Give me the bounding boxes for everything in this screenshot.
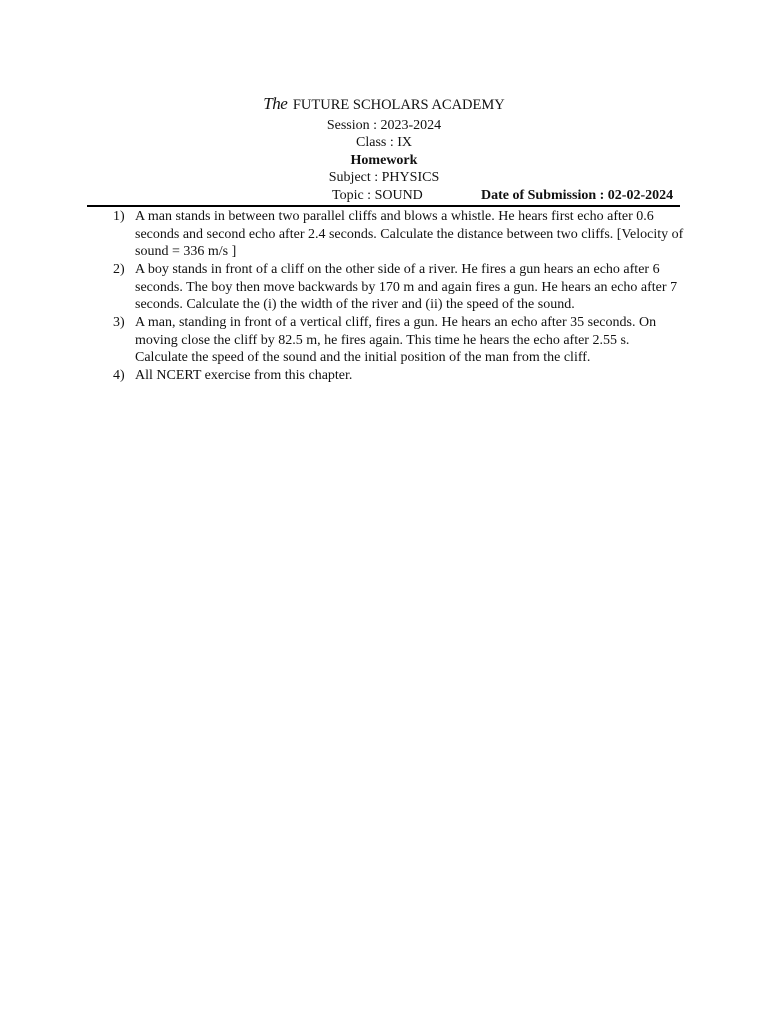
- question-number: 2): [113, 262, 125, 277]
- question-line: moving close the cliff by 82.5 m, he fires again. This time he hears the echo after 2.55 s.: [135, 332, 630, 348]
- question-item: [0, 261, 768, 314]
- question-line: seconds. The boy then move backwards by 170 m and again fires a gun. He hears an echo after 7: [135, 279, 678, 295]
- header-divider: [87, 205, 680, 207]
- question-line: Calculate the speed of the sound and the initial position of the man from the cliff.: [135, 350, 591, 365]
- question-number: 4): [113, 368, 125, 383]
- question-line: A boy stands in front of a cliff on the other side of a river. He fires a gun hears an echo after 6: [135, 262, 660, 277]
- school-name-line: [0, 95, 768, 114]
- question-line: seconds and second echo after 2.4 seconds. Calculate the distance between two cliffs. [Velocity of: [135, 226, 684, 242]
- question-list: [0, 208, 768, 385]
- question-item: [0, 208, 768, 261]
- question-number: 3): [113, 315, 125, 330]
- question-item: [0, 314, 768, 367]
- question-line: A man stands in between two parallel cliffs and blows a whistle. He hears first echo after 0.6: [135, 209, 654, 224]
- question-line: All NCERT exercise from this chapter.: [135, 368, 353, 383]
- session-label: Session : 2023-2024: [326, 118, 442, 133]
- topic-label: Topic : SOUND: [332, 188, 423, 203]
- question-text: [135, 367, 680, 385]
- subject-label: Subject : PHYSICS: [328, 170, 440, 185]
- question-number: 1): [113, 209, 125, 224]
- question-text: [135, 261, 680, 314]
- question-item: [0, 367, 768, 385]
- school-name: FUTURE SCHOLARS ACADEMY: [292, 97, 505, 113]
- class-label: Class : IX: [356, 135, 412, 150]
- document-type-heading: Homework: [350, 153, 418, 168]
- question-line: sound = 336 m/s ]: [135, 244, 237, 259]
- submission-date: Date of Submission : 02-02-2024: [481, 188, 674, 203]
- question-text: [135, 208, 684, 261]
- question-line: seconds. Calculate the (i) the width of the river and (ii) the speed of the sound.: [135, 297, 575, 312]
- school-prefix: The: [263, 94, 288, 113]
- question-line: A man, standing in front of a vertical cliff, fires a gun. He hears an echo after 35 seconds. On: [135, 315, 657, 330]
- question-text: [135, 314, 680, 367]
